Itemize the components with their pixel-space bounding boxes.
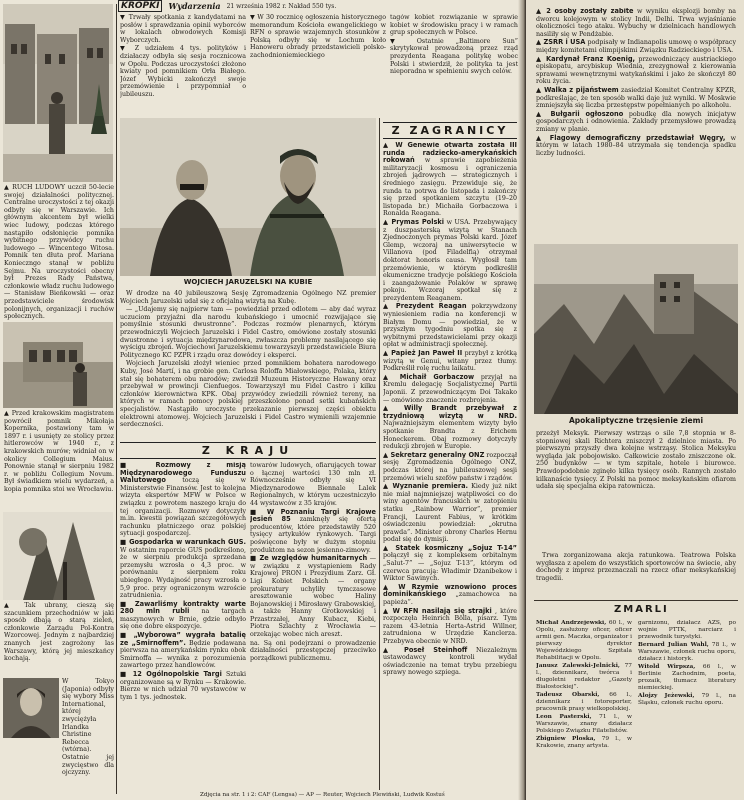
dateline: 21 września 1982 r. Nakład 550 tys.: [226, 2, 337, 10]
z-zagranicy-heading: Z ZAGRANICY: [383, 122, 517, 139]
obituary-col-left: Michał Andrzejewski, 60 l., w Opolu, zasłużony oficer, oficer armii gen. Maczka, organizator i pierwszy dyrektor Wojewódzkiego Szpitala Rehabilitacji w Opolu. Janusz Zalewski-Jelnicki, 77 l., dziennikarz, twórca i długoletni redaktor „Gazety Białostockiej”. Tadeusz Obarski, 66 l., dziennikarz i fotoreporter, pracownik prasy wielkopolskiej. Leon Pasterski, 71 l., w Warszawie, znany działacz Polskiego Związku Filatelistów. Zbigniew Ploska, 79 l., w Krakowie, znany artysta.: [536, 620, 632, 749]
witos-monument-photo: [3, 4, 113, 182]
tree-photo: [3, 512, 113, 600]
obituary-divider: [534, 600, 738, 601]
earthquake-caption: Apokaliptyczne trzęsienie ziemi: [568, 416, 704, 425]
copernicus-monument-photo: [3, 322, 113, 408]
z-zagranicy-column: ▲ W Genewie otwarta została III runda radziecko-amerykańskich rokowań w sprawie zapobieżenia militaryzacji kosmosu i ograniczenia zbrojeń jądrowych — strategicznych i średniego zasięgu. Przewiduje się, że runda ta potrwa do listopada i zakończy się przed spotkaniem szczytu (19–20 listopada br.) Michaiła Gorbaczowa i Ronalda Reagana. ▲ Prymas Polski w USA. Przebywający z duszpasterską wizytą w Stanach Zjednoczonych prymas Polski kard. Józef Glemp, wczoraj na uniwersytecie w Villanova (pod Filadelfią) otrzymał doktorat honoris causa. Wygłosił tam przemówienie, w którym podkreślił ekumeniczne tradycje polskiego Kościoła i zaangażowanie Polaków w sprawę pokoju. Wczoraj spotkał się z prezydentem Reaganem. ▲ Prezydent Reagan pokrzywdzony wyniesieniem radia na konferencji w Białym Domu — powiedział, że w przyszłym tygodniu spotka się z wybitnymi przedstawicielami przy okazji opłat w administracji społecznej. ▲ Papież Jan Paweł II przybył z krótką wizytą w Genui, witany przez tłumy. Podkreślił rolę ruchu laikatu. ▲ Michaił Gorbaczow przyjął na Kremlu delegację Socjalistycznej Partii Japonii. Z przewodniczącym Doi Takako — omówiono znaczenie rozbrojenia. ▲ Willy Brandt przebywał z trzydniową wizytą w NRD. Najważniejszym elementem wizyty było spotkanie Brandta z Erichem Honeckerem. Obaj rozmowy dotyczyły redukcji zbrojeń w Europie. ▲ Sekretarz generalny ONZ rozpoczął sesję Zgromadzenia Ogólnego ONZ, podczas której na jubileuszowej sesji przemówi wielu szefów państw i rządów. ▲ Wyznanie premiera. Kiedy już nikt nie miał najmniejszej wątpliwości co do winy agentów francuskich w zatopieniu statku „Rainbow Warrior”, premier Francji, Laurent Fabius, w krótkim oświadczeniu powiedział: „okrutna prawda”. Minister obrony Charles Hernu podał się do dymisji. ▲ Statek kosmiczny „Sojuz T-14” połączył się z kompleksem orbitalnym „Salut-7” — „Sojuz T-13”, którym od czerwca pracują: Władimir Dżanibekow i Wiktor Sawinych. ▲ W Rzymie wznowiono proces dominikańskiego „zamachowca na papieża”. ▲ W RFN nasilają się strajki , które rozpoczęła Heinrich Bölla, pisarz. Tym razem 43-letnia Herta-Astrid Willner, zatrudniona w Urzędzie Kanclerza. Przebywa obecnie w NRD. ▲ Poseł Steinhoff Niezależnym ustawodawcy kontroli wydał oświadczenie na temat trybu przebiegu sprawy nowego szpiega.: [383, 142, 517, 677]
obituary-col-right: garnizonu, działacz AZS, po wojnie PTTK, narciarz i przewodnik turystyki. Bernard Julian Wahl, 78 l., w Warszawie, członek ruchu oporu, działacz i historyk. Witold Wirpsza, 66 l., w Berlinie Zachodnim, poeta, prozaik, tłumacz literatury niemieckiej. Alojzy Jeżewski, 79 l., na Śląsku, członek ruchu oporu.: [638, 620, 736, 706]
top-note-3: tagów kobiet rozwiązanie w sprawie kobiet w środowisku pracy i w ramach grup społecznych w Polsce. ▼ Ostatnie „Baltimore Sun” skrytykował prowadzoną przez rząd prezydenta Reagana politykę wobec Polski i stwierdził, że polityka ta jest nieporadna w spełnieniu swych celów.: [390, 14, 518, 76]
z-kraju-heading: Z KRAJU: [120, 442, 376, 459]
obituary-heading: ZMARLI: [614, 604, 669, 615]
top-note-2: ▼ W 30 rocznicę ogłoszenia historycznego memorandum Kościoła ewangelickiego w RFN o sprawie wzajemnych stosunków z Polską odbyły się w Lochum koło Hanoweru obrady przedstawicieli polsko-zachodnioniemieckiego: [250, 14, 386, 59]
jaruzelski-castro-photo: [120, 118, 376, 276]
witos-caption: ▲ RUCH LUDOWY uczcił 50-lecie swojej działalności politycznej. Centralne uroczystości z tej okazji odbyły się w Warszawie. Ich głównym akcentem był wielki wiec ludowy, podczas którego nastąpiło odsłonięcie pomnika wybitnego przywódcy ruchu ludowego — Wincentego Witosa. Pomnik ten dłuta prof. Mariana Konieczngo stanął w pobliżu Sejmu. Na uroczystości obecny był Prezes Rady Państwa, członkowie władz ruchu ludowego — Stanisław Bieńkowski — oraz przedstawiciele środowisk polonijnych, organizacji i ruchów społecznych.: [4, 184, 114, 321]
tree-caption: ▲ Tak ubrany, cieszą się szacunkiem przechodniów w jaki sposób dbają o starą zieleń, członkowie Zarządu Pol-Kontra Wzorcowej. Jednym z najbardziej znanych jest zagrożony las Warszawy, którą jej mieszkańcy kochają.: [4, 602, 114, 663]
z-kraju-col-2: towarów ludowych, ofiarujących towar o łącznej wartości 130 mln zł. Równocześnie odbyły się VI Międzynarodowe Biennale Lalek Regionalnych, w którym uczestniczyło 44 wystawców z 35 krajów. ■ W Poznaniu Targi Krajowe Jesień 85 zamknęły się ofertą producentów, które przedstawiły 520 tysięcy artykułów rynkowych. Targi poświęcone były w dużym stopniu produktom na sezon jesienno-zimowy. ■ Ze względów humanitarnych — w związku z wystąpieniem Rady Krajowej PRON i Prezydium Zarz. Gł. Ligi Kobiet Polskich — organy prokuratury uchyliły tymczasowe aresztowanie wobec Haliny Bojanowskiej i Mirosławy Grabowskiej, a także Hanny Grotkowskiej i Przastrzałej, Anny Kubacz, Kiebi, Piotra Szlachty z Wrocławia — orzekając wobec nich areszt. na. Są oni podejrzani o prowadzenie działalności przestępczej przeciwko porządkowi publicznemu.: [250, 462, 376, 662]
photo-credits: Zdjęcia na str. 1 i 2: CAF (Lengsa) — AP — Reuter, Wojciech Plewiński, Ludwik Kostuś: [200, 792, 445, 798]
miss-caption: W Tokyo (Japonia) odbyły się wybory Miss International, której zwyciężyła Irlandka Christine Rebecca (wtórna). Ostatnie jej zwycięstwo dla ojczyzny.: [62, 678, 114, 777]
copernicus-caption: ▲ Przed krakowskim magistratem powrócił pomnik Mikołaja Kopernika, postawiony tam w 1897 r. i usunięty ze stolicy przez hitlerowców w 1940 r., z krakowskich murów; widniał on w okolicy Collegium Maius. Ponownie stanął w sierpniu 1982 r. w pobliżu Collegium Novum. Był świadkiem wielu wydarzeń, a kopia pomnika stoi we Wrocławiu.: [4, 410, 114, 493]
portrait-photo: [3, 678, 59, 738]
right-news-column: ▲ 2 osoby zostały zabite w wyniku eksplozji bomby na dworcu kolejowym w stolicy Indii, Delhi. Trwa wyjaśnianie okoliczności tego ataku. Wybuchy w dzielnicach handlowych nasiliły się w Pendżabie. ▲ ZSRR i USA podpisały w Indianapolis umowę o współpracy między komitetami olimpijskimi Związku Radzieckiego i USA. ▲ Kardynał Franz Koenig, przewodniczący austriackiego episkopatu, arcybiskup Wiednia, zrezygnował z kierowania sprawami wewnętrznymi watykańskimi i jako że skończył 80 roku życia. ▲ Walka z pijaństwem zasiedział Komitet Centralny KPZR, podkreślając, że ten sposób walki daje już wyniki. W Moskwie zmniejszyła się liczba przestępstw popełnianych po alkoholu. ▲ Bułgarii ogłoszono pobudkę dla nowych inicjatyw gospodarczych i odnowienia. Zakłady przemysłowe prowadzą zmiany w planie. ▲ Flagowy demograficzny przedstawiał Węgry, w którym w latach 1980–84 utrzymała się tendencja spadku liczby ludności.: [536, 8, 736, 157]
masthead-logo: KROPKI: [118, 0, 162, 12]
top-note-1: ▼ Trwały spotkania z kandydatami na posłów i sprawdzania opinii wyborców w lokalach obwodowych Komisji Wyborczych. ▼ Z udziałem 4 tys. polityków i działaczy odbyła się sesja rocznicowa w Opolu. Podczas uroczystości złożono kwiaty pod pomnikiem Orła Białego. Józef Wybicki zakończył swoje przemówienie i przypomniał o jubileuszu.: [120, 14, 246, 98]
column-divider: [379, 118, 380, 790]
earthquake-article: przeżył Meksyk. Pierwszy wstrząs o sile 7,8 stopnia w 8-stopniowej skali Richtera zniszczył 2 dzielnice miasta. Po pierwszym przyszły dwa kolejne wstrząsy. Stolica Meksyku wygląda jak pobojowisko. Całkowicie zostało zniszczone ok. 250 budynków — w tym szpitale, hotele i biurowce. Prawdopodobnie zginęło kilka tysięcy osób. Rannych zostało kilkanaście tysięcy. Z Polski na pomoc meksykańskim ofiarom udała się specjalna ekipa ratownicza.: [536, 430, 736, 491]
earthquake-photo: [534, 244, 738, 414]
jaruzelski-photo-caption: WOJCIECH JARUZELSKI NA KUBIE: [183, 278, 313, 286]
jaruzelski-article: W drodze na 40 jubileuszową Sesję Zgromadzenia Ogólnego NZ premier Wojciech Jaruzelski udał się z oficjalną wizytą na Kubę. — „Udajemy się najpierw tam — powiedział przed odlotem — aby dać wyraz uczuciom przyjaźni dla narodu kubańskiego i umocnić rozwijające się pomyślnie stosunki dwustronne”. Podczas rozmów plenarnych, którym przewodniczyli Wojciech Jaruzelski i Fidel Castro, omówione zostały stosunki dwustronne i sytuacja międzynarodowa, zwłaszcza problemy nasilającego się wyścigu zbrojeń. Wojciechowi Jaruzelskiemu towarzyszyli przedstawiciele Biura Politycznego KC PZPR i rządu oraz dowódcy i eksperci. Wojciech Jaruzelski złożył wieniec przed pomnikiem bohatera narodowego Kuby, José Martí, i na grobie gen. Carlosa Roloffa Miałowskiego, Polaka, który stał się bohaterem obu narodów; zwiedził Muzeum Historyczne Hawany oraz przebywał w prowincji Cienfuegos. Towarzyszył mu Fidel Castro i kilku członków kierownictwa KPK. Obaj przywódcy zwiedzili również tereny, na których w ramach pomocy polskiej przeszkolono ponad setki kubańskich specjalistów. Nastąpiło uroczyste przekazanie pierwszej części obiektu elektrowni atomowej. Wojciech Jaruzelski i Fidel Castro wymienili wzajemnie serdeczności.: [120, 290, 376, 429]
column-divider: [116, 4, 117, 794]
aid-note: Trwa zorganizowana akcja ratunkowa. Teatrowa Polska wygłasza z apelem do wszystkich sportowców na świecie, aby dochody z imprez przeznaczali na rzecz ofiar meksykańskiej tragedii.: [536, 552, 736, 582]
z-kraju-col-1: ■ Rozmowy z misją Międzynarodowego Funduszu Walutowego toczą się w Ministerstwie Finansów. Jest to kolejna wizyta ekspertów MFW w Polsce w związku z powrotem naszego kraju do tej organizacji. Rozmowy dotyczyły m.in. kwestii powiązań szczegółowych rachunku płatniczego oraz polskiej sytuacji gospodarczej. ■ Gospodarka w warunkach GUS. W ostatnim raporcie GUS podkreślono, że w sierpniu produkcja sprzedana przemysłu wzrosła o 4,3 proc. w porównaniu z sierpniem roku ubiegłego. Wydajność pracy wzrosła o 5,9 proc. przy ograniczonym wzroście zatrudnienia. ■ Zawarliśmy kontrakty warte 280 mln rubli na targach maszynowych w Brnie, gdzie odbyło się one dobre ekspozycje. ■ „Wyborowa” wygrała batalię ze „Smirnoffem”. Będzie podawana pierwsza na amerykańskim rynku obok Smirnoffa — wynika z porozumienia zawartego przez handlowców. ■ 12 Ogólnopolskie Targi Sztuki organizowane są w Rynku — Krakowie. Bierze w nich udział 70 wystawców w tym 1 tys. jednostek.: [120, 462, 246, 701]
masthead: [118, 0, 518, 12]
section-name: Wydarzenia: [168, 1, 221, 11]
right-page: [526, 0, 744, 800]
